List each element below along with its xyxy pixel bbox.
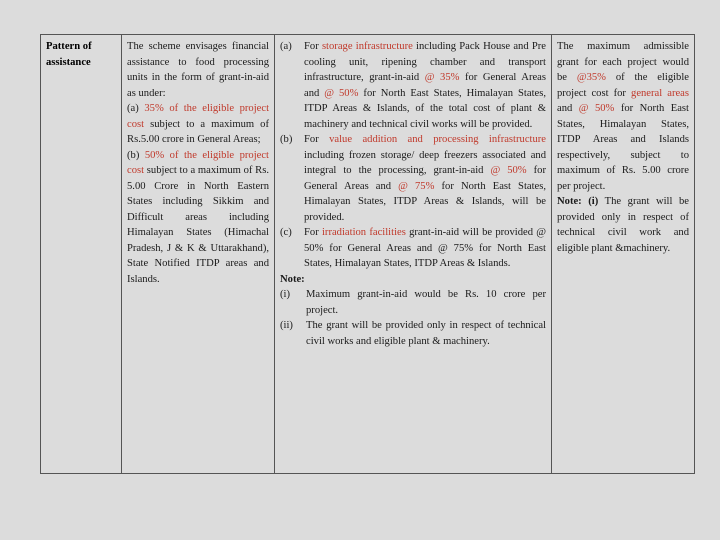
maximum-grant-cell	[552, 35, 695, 474]
scheme-b-highlight: 50% of the eligible project cost	[127, 149, 269, 176]
maximum-grant-note-text: The grant will be provided only in respect of technical civil work and eligible plant &machinery.	[557, 196, 689, 254]
note-1-text: Maximum grant-in-aid would be Rs. 10 crore per project.	[306, 289, 546, 316]
scheme-b-prefix: (b)	[127, 149, 145, 161]
note-2-label: (ii)	[280, 320, 293, 331]
scheme-text	[127, 39, 269, 287]
scheme-intro: The scheme envisages financial assistance to food processing units in the form of grant-in-aid as under:	[127, 41, 269, 99]
row-heading: Pattern of assistance	[46, 41, 92, 68]
scheme-a-rest: subject to a maximum of Rs.5.00 crore in General Areas;	[127, 118, 269, 145]
scheme-a-highlight: 35% of the eligible project cost	[127, 103, 270, 130]
item-c-label: (c)	[280, 227, 292, 238]
note-1-label: (i)	[280, 289, 290, 300]
list-item	[280, 287, 546, 318]
scheme-cell	[122, 35, 275, 474]
item-c-text: For irradiation facilities grant-in-aid will be provided @ 50% for General Areas and @ 75% for North East States, Himalayan States, ITDP Areas & Islands.	[304, 227, 547, 269]
item-b-text: For value addition and processing infrastructure including frozen storage/ deep freezers associated and integral to the processing, grant-in-aid @ 50% for General Areas and @ 75% for North East States, Himalayan States, ITDP Areas & Islands, will be provided.	[304, 134, 547, 223]
list-item	[280, 318, 546, 349]
maximum-grant-text: The maximum admissible grant for each project would be @35% of the eligible project cost for general areas and @ 50% for North East States, Himalayan States, ITDP Areas and Islands respectively, subject to maximum of Rs. 5.00 crore per project. Note: (i) The grant will be provided only in respect of technical civil work and eligible plant &machinery.	[557, 41, 690, 254]
scheme-a-prefix: (a)	[127, 103, 145, 114]
list-item	[280, 132, 546, 225]
note-2-text: The grant will be provided only in respect of technical civil works and eligible plant & machinery.	[306, 320, 546, 347]
assistance-table	[40, 34, 695, 474]
item-a-label: (a)	[280, 41, 292, 52]
heading-cell	[41, 35, 122, 474]
list-item	[280, 39, 546, 132]
item-a-text: For storage infrastructure including Pack House and Pre cooling unit, ripening chamber and transport infrastructure, grant-in-aid @ 35% for General Areas and @ 50% for North East States, Himalayan States, ITDP Areas & Islands, of the total cost of plant & machinery and technical civil works will be provided.	[304, 41, 546, 130]
table-row	[41, 35, 695, 474]
maximum-grant-note-label: Note: (i)	[557, 196, 599, 207]
list-item	[280, 225, 546, 272]
infrastructure-cell	[275, 35, 552, 474]
scheme-b-rest: subject to a maximum of Rs. 5.00 Crore in North Eastern States including Sikkim and Difficult areas including Himalayan States (Himachal Pradesh, J & K & Uttarakhand), State Notified ITDP areas and Islands.	[127, 165, 269, 285]
note-heading: Note:	[280, 273, 305, 285]
item-b-label: (b)	[280, 134, 293, 145]
